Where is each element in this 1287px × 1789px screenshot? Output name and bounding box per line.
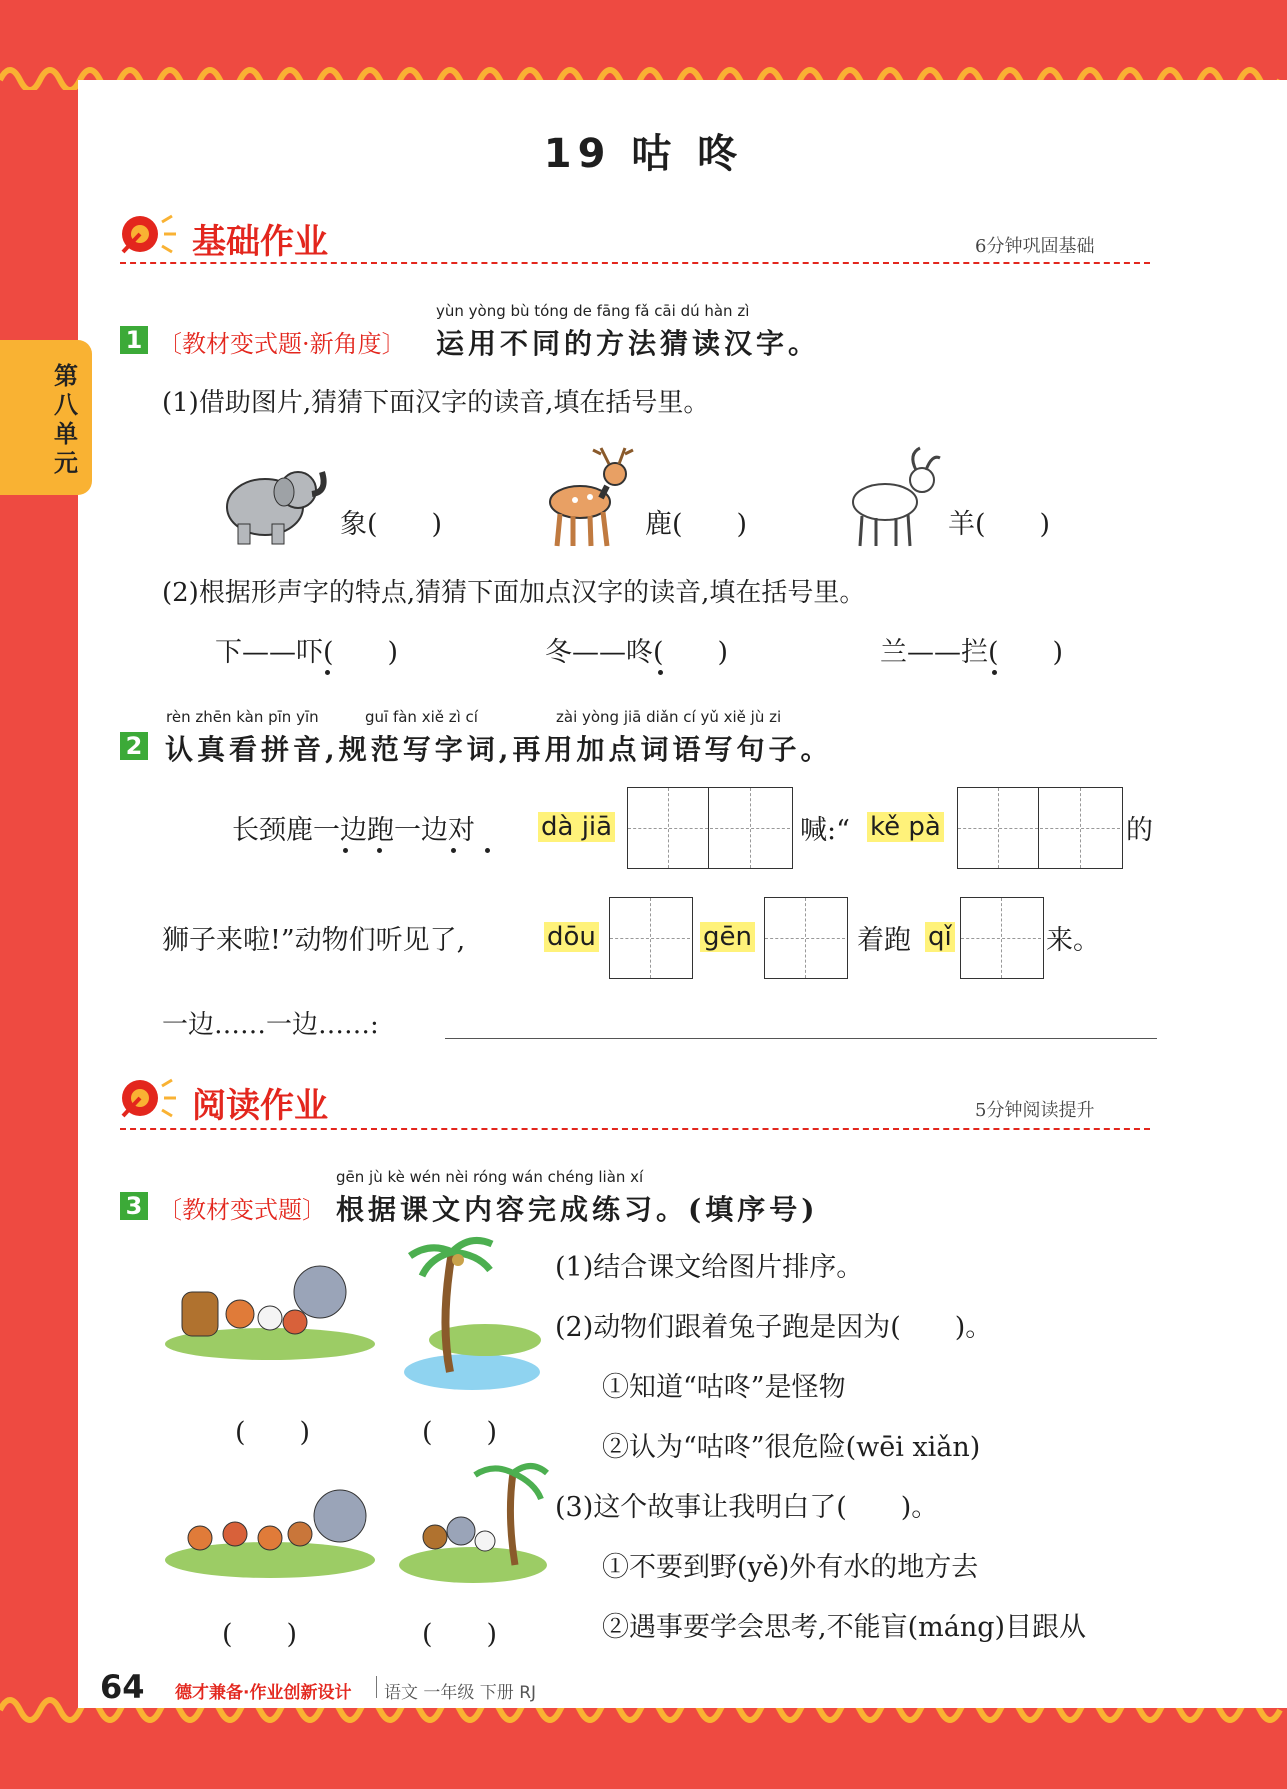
q2-de: 的 [1126,815,1153,846]
q2-pinyin-3: zài yòng jiā diǎn cí yǔ xiě jù zi [556,708,782,726]
footer-info: 语文 一年级 下册 RJ [384,1683,537,1703]
pair-2[interactable]: 冬——咚( ) [545,637,729,668]
q3-pinyin: gēn jù kè wén nèi róng wán chéng liàn xí [336,1168,644,1186]
q3-s1: (1)结合课文给图片排序。 [555,1252,864,1283]
order-paren-3[interactable]: ( ) [222,1619,298,1650]
page-number: 64 [100,1668,145,1706]
section-title-basic: 基础作业 [192,222,328,262]
elephant-icon [210,452,335,547]
unit-tab-label: 第八单元 [54,362,78,477]
deer-icon [535,442,640,550]
writing-box-kepa[interactable] [957,787,1123,869]
section-divider [120,262,1150,264]
q2-shout: 喊:“ [800,815,850,846]
animal-char-3[interactable]: 羊( ) [948,509,1051,540]
q1-pinyin: yùn yòng bù tóng de fāng fǎ cāi dú hàn zì [436,302,750,320]
q1-text: 运用不同的方法猜读汉字。 [436,327,821,360]
writing-box-qi[interactable] [960,897,1044,979]
section-title-reading: 阅读作业 [192,1086,328,1126]
emphasis-dot [485,848,490,853]
story-picture-animals-running [160,1478,380,1578]
page-title: 19 咕 咚 [543,131,744,177]
pair-1[interactable]: 下——吓( ) [215,637,399,668]
story-picture-tree-pond [400,1232,545,1397]
q2-text: 认真看拼音,规范写字词,再用加点词语写句子。 [165,733,833,766]
pinyin-hint-qi: qǐ [925,922,955,952]
section-divider [120,1128,1150,1130]
q3-s3-option-1: ①不要到野(yě)外有水的地方去 [602,1552,979,1583]
pinyin-hint-gen: gēn [700,922,755,952]
emphasis-dot [992,670,997,675]
q1-tag: 〔教材变式题·新角度〕 [158,330,406,358]
pair-3[interactable]: 兰——拦( ) [880,637,1064,668]
animal-char-2[interactable]: 鹿( ) [645,509,748,540]
q3-text: 根据课文内容完成练习。(填序号) [336,1193,819,1226]
section-tag-basic: 6分钟巩固基础 [975,236,1095,257]
emphasis-dot [451,848,456,853]
pinyin-hint-kepa: kě pà [867,812,944,842]
q3-s2-option-2: ②认为“咕咚”很危险(wēi xiǎn) [602,1432,981,1463]
lamp-icon [118,1072,178,1124]
answer-line[interactable] [445,1038,1157,1039]
emphasis-dot [377,848,382,853]
goat-icon [840,444,950,549]
q2-zhe-pao: 着跑 [857,925,911,956]
unit-tab [0,340,92,495]
emphasis-dot [343,848,348,853]
order-paren-2[interactable]: ( ) [422,1417,498,1448]
q2-pinyin-2: guī fàn xiě zì cí [365,708,478,726]
q1-sub2: (2)根据形声字的特点,猜猜下面加点汉字的读音,填在括号里。 [162,578,866,608]
q3-number-badge: 3 [120,1192,148,1220]
q2-line3-label: 一边……一边……: [162,1010,379,1040]
q3-s2[interactable]: (2)动物们跟着兔子跑是因为( )。 [555,1312,993,1343]
writing-box-dou[interactable] [609,897,693,979]
q3-s3-option-2: ②遇事要学会思考,不能盲(máng)目跟从 [602,1612,1087,1643]
q2-line1-text: 长颈鹿一边跑一边对 [232,815,475,846]
story-picture-animals-crowd [160,1252,380,1362]
q2-number-badge: 2 [120,732,148,760]
q1-number-badge: 1 [120,326,148,354]
footer-brand: 德才兼备·作业创新设计 [175,1683,352,1703]
q3-tag: 〔教材变式题〕 [158,1196,326,1224]
emphasis-dot [325,670,330,675]
q1-sub1: (1)借助图片,猜猜下面汉字的读音,填在括号里。 [162,388,710,418]
writing-box-dajia[interactable] [627,787,793,869]
q2-line2-text: 狮子来啦!”动物们听见了, [162,925,466,956]
writing-box-gen[interactable] [764,897,848,979]
q3-s2-option-1: ①知道“咕咚”是怪物 [602,1372,846,1403]
order-paren-1[interactable]: ( ) [235,1417,311,1448]
q3-s3[interactable]: (3)这个故事让我明白了( )。 [555,1492,939,1523]
pinyin-hint-dajia: dà jiā [538,812,615,842]
q2-lai: 来。 [1046,925,1100,956]
lamp-icon [118,208,178,260]
emphasis-dot [658,670,663,675]
order-paren-4[interactable]: ( ) [422,1619,498,1650]
section-tag-reading: 5分钟阅读提升 [975,1100,1095,1121]
story-picture-animals-by-tree [395,1455,550,1585]
footer-divider [376,1676,377,1698]
q2-pinyin-1: rèn zhēn kàn pīn yīn [166,708,319,726]
animal-char-1[interactable]: 象( ) [340,509,443,540]
pinyin-hint-dou: dōu [544,922,599,952]
